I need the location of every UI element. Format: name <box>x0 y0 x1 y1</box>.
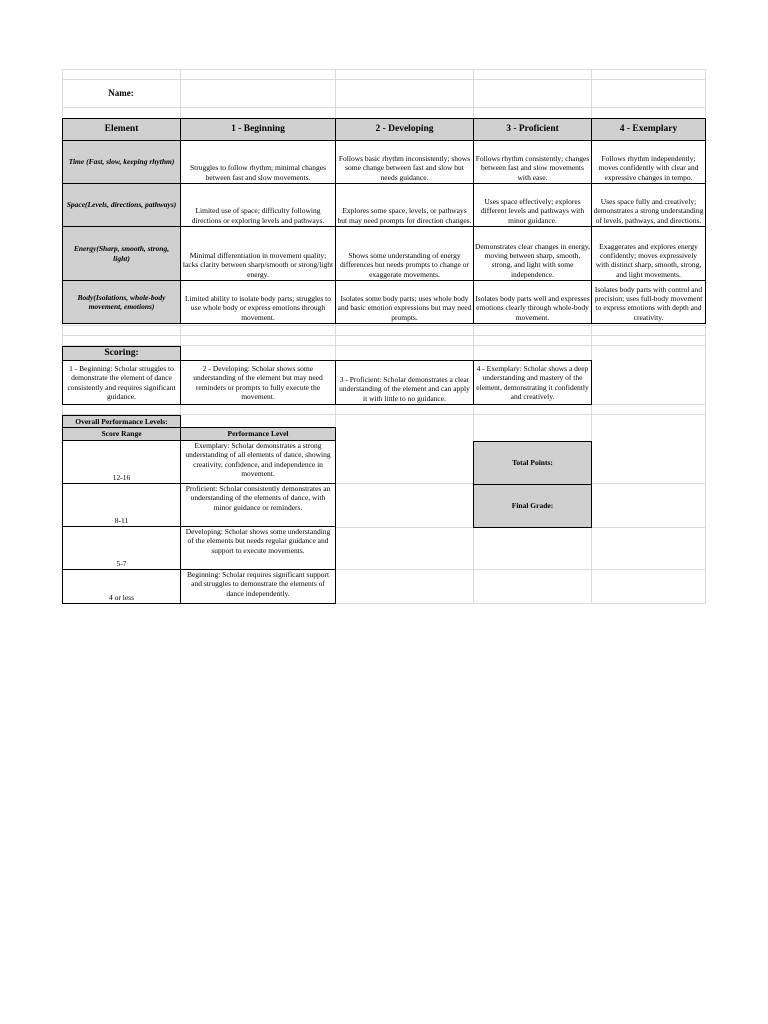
rubric-cell: Follows rhythm consistently; changes between fast and slow movements with ease. <box>473 140 592 184</box>
rubric-cell: Uses space effectively; explores different levels and pathways with minor guidance. <box>473 183 592 227</box>
score-range: 4 or less <box>62 569 181 604</box>
rubric-cell: Exaggerates and explores energy confidently; moves expressively with distinct sharp, smooth, strong, and light movements. <box>591 226 706 281</box>
performance-level: Beginning: Scholar requires significant support and struggles to demonstrate the elements of dance independently. <box>180 569 336 604</box>
performance-level: Developing: Scholar shows some understanding of the elements but needs regular guidance and support to execute movements. <box>180 526 336 570</box>
row-label-time: Time (Fast, slow, keeping rhythm) <box>62 140 181 184</box>
name-label: Name: <box>108 87 134 98</box>
performance-level-header: Performance Level <box>180 427 336 441</box>
rubric-cell: Follows basic rhythm inconsistently; shows some change between fast and slow but needs guidance. <box>335 140 474 184</box>
overall-title: Overall Performance Levels: <box>62 415 181 428</box>
score-range-header: Score Range <box>62 427 181 441</box>
grid-line <box>62 69 706 70</box>
score-range: 8-11 <box>62 483 181 527</box>
row-label-energy: Energy(Sharp, smooth, strong, light) <box>62 226 181 281</box>
rubric-cell: Shows some understanding of energy differences but needs prompts to change or exaggerate movements. <box>335 226 474 281</box>
final-grade-label: Final Grade: <box>473 484 592 528</box>
score-range: 12-16 <box>62 440 181 484</box>
performance-level: Proficient: Scholar consistently demonstrates an understanding of the elements of dance, with minor guidance or reminders. <box>180 483 336 527</box>
grid-line <box>62 335 706 336</box>
header-beginning: 1 - Beginning <box>180 118 336 141</box>
score-range: 5-7 <box>62 526 181 570</box>
performance-level: Exemplary: Scholar demonstrates a strong understanding of all elements of dance, showing creativity, confidence, and independence in movement. <box>180 440 336 484</box>
rubric-cell: Limited use of space; difficulty following directions or exploring levels and pathways. <box>180 183 336 227</box>
spreadsheet <box>62 69 706 604</box>
grid-line <box>62 325 706 326</box>
scoring-item: 2 - Developing: Scholar shows some understanding of the element but may need reminders or prompts to fully execute the movement. <box>180 360 336 405</box>
row-label-body: Body(Isolations, whole-body movement, emotions) <box>62 280 181 324</box>
rubric-cell: Isolates body parts with control and precision; uses full-body movement to express emotions with depth and creativity. <box>591 280 706 324</box>
rubric-cell: Minimal differentiation in movement quality; lacks clarity between sharp/smooth or strong/light energy. <box>180 226 336 281</box>
rubric-cell: Limited ability to isolate body parts; struggles to use whole body or express emotions through movement. <box>180 280 336 324</box>
grid-line <box>62 107 706 108</box>
rubric-cell: Struggles to follow rhythm; minimal changes between fast and slow movements. <box>180 140 336 184</box>
rubric-cell: Follows rhythm independently; moves confidently with clear and expressive changes in tempo. <box>591 140 706 184</box>
rubric-cell: Uses space fully and creatively; demonstrates a strong understanding of levels, pathways, and directions. <box>591 183 706 227</box>
grid-line <box>335 569 706 570</box>
total-points-label: Total Points: <box>473 441 592 485</box>
scoring-title: Scoring: <box>62 346 181 361</box>
header-exemplary: 4 - Exemplary <box>591 118 706 141</box>
header-developing: 2 - Developing <box>335 118 474 141</box>
scoring-item: 4 - Exemplary: Scholar shows a deep understanding and mastery of the element, demonstrating it confidently and creatively. <box>473 360 592 405</box>
rubric-cell: Demonstrates clear changes in energy, moving between sharp, smooth, strong, and light with some independence. <box>473 226 592 281</box>
scoring-item: 3 - Proficient: Scholar demonstrates a clear understanding of the element and can apply it with little to no guidance. <box>335 360 474 405</box>
row-label-space: Space(Levels, directions, pathways) <box>62 183 181 227</box>
rubric-cell: Isolates body parts well and expresses emotions clearly through whole-body movement. <box>473 280 592 324</box>
rubric-cell: Isolates some body parts; uses whole body and basic emotion expressions but may need prompts. <box>335 280 474 324</box>
scoring-item: 1 - Beginning: Scholar struggles to demonstrate the element of dance consistently and requires significant guidance. <box>62 360 181 405</box>
header-proficient: 3 - Proficient <box>473 118 592 141</box>
rubric-cell: Explores some space, levels, or pathways but may need prompts for direction changes. <box>335 183 474 227</box>
header-element: Element <box>62 118 181 141</box>
